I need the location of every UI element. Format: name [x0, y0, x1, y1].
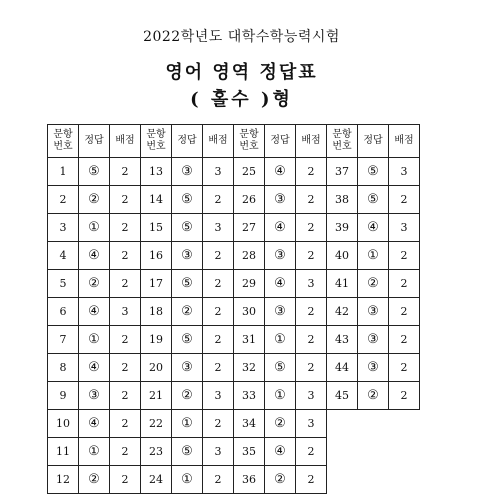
- points-cell: 2: [296, 158, 327, 186]
- points-cell: 3: [203, 382, 234, 410]
- question-number-cell: 26: [234, 186, 265, 214]
- column-header: 정답: [265, 125, 296, 158]
- exam-title: 2022학년도 대학수학능력시험: [143, 29, 340, 45]
- table-row: [48, 186, 420, 214]
- question-number-cell: 24: [141, 466, 172, 494]
- column-header: 배점: [203, 125, 234, 158]
- answer-cell: ④: [265, 270, 296, 298]
- points-cell: 2: [389, 326, 420, 354]
- points-cell: 2: [110, 242, 141, 270]
- question-number-cell: 42: [327, 298, 358, 326]
- question-number-cell: 7: [48, 326, 79, 354]
- question-number-cell: 29: [234, 270, 265, 298]
- question-number-cell: 44: [327, 354, 358, 382]
- points-cell: 3: [296, 382, 327, 410]
- question-number-cell: 22: [141, 410, 172, 438]
- column-header: 문항 번호: [141, 125, 172, 158]
- question-number-cell: 32: [234, 354, 265, 382]
- points-cell: 2: [203, 270, 234, 298]
- points-cell: 3: [296, 410, 327, 438]
- column-header: 정답: [79, 125, 110, 158]
- column-header: 배점: [389, 125, 420, 158]
- empty-cell: [327, 438, 358, 466]
- answer-cell: ②: [79, 186, 110, 214]
- answer-cell: ①: [172, 466, 203, 494]
- empty-cell: [327, 410, 358, 438]
- question-number-cell: 41: [327, 270, 358, 298]
- points-cell: 2: [203, 466, 234, 494]
- points-cell: 2: [296, 186, 327, 214]
- answer-cell: ②: [358, 382, 389, 410]
- answer-cell: ④: [265, 438, 296, 466]
- column-header: 정답: [358, 125, 389, 158]
- table-row: [48, 410, 420, 438]
- table-row: [48, 158, 420, 186]
- answer-cell: ①: [172, 410, 203, 438]
- table-row: [48, 438, 420, 466]
- question-number-cell: 15: [141, 214, 172, 242]
- question-number-cell: 34: [234, 410, 265, 438]
- points-cell: 2: [296, 298, 327, 326]
- question-number-cell: 25: [234, 158, 265, 186]
- points-cell: 3: [389, 214, 420, 242]
- question-number-cell: 40: [327, 242, 358, 270]
- table-row: [48, 326, 420, 354]
- answer-cell: ⑤: [172, 270, 203, 298]
- points-cell: 2: [389, 354, 420, 382]
- points-cell: 2: [389, 242, 420, 270]
- column-header: 배점: [110, 125, 141, 158]
- points-cell: 2: [110, 466, 141, 494]
- points-cell: 2: [296, 242, 327, 270]
- question-number-cell: 17: [141, 270, 172, 298]
- answer-cell: ③: [172, 354, 203, 382]
- answer-cell: ④: [265, 158, 296, 186]
- question-number-cell: 28: [234, 242, 265, 270]
- points-cell: 3: [203, 158, 234, 186]
- answer-cell: ④: [358, 214, 389, 242]
- answer-cell: ④: [265, 214, 296, 242]
- points-cell: 2: [110, 186, 141, 214]
- answer-cell: ②: [172, 298, 203, 326]
- question-number-cell: 13: [141, 158, 172, 186]
- answer-cell: ④: [79, 410, 110, 438]
- table-header-row: [48, 125, 420, 158]
- question-number-cell: 1: [48, 158, 79, 186]
- points-cell: 2: [296, 438, 327, 466]
- points-cell: 2: [389, 186, 420, 214]
- question-number-cell: 5: [48, 270, 79, 298]
- points-cell: 3: [389, 158, 420, 186]
- answer-cell: ③: [265, 186, 296, 214]
- points-cell: 2: [110, 326, 141, 354]
- table-row: [48, 466, 420, 494]
- question-number-cell: 38: [327, 186, 358, 214]
- answer-cell: ①: [79, 214, 110, 242]
- question-number-cell: 31: [234, 326, 265, 354]
- answer-cell: ②: [172, 382, 203, 410]
- answer-cell: ③: [172, 158, 203, 186]
- question-number-cell: 3: [48, 214, 79, 242]
- question-number-cell: 19: [141, 326, 172, 354]
- question-number-cell: 43: [327, 326, 358, 354]
- points-cell: 2: [110, 158, 141, 186]
- table-row: [48, 382, 420, 410]
- answer-cell: ③: [358, 354, 389, 382]
- points-cell: 3: [296, 270, 327, 298]
- points-cell: 3: [203, 214, 234, 242]
- question-number-cell: 37: [327, 158, 358, 186]
- points-cell: 2: [110, 214, 141, 242]
- answer-cell: ⑤: [358, 158, 389, 186]
- points-cell: 2: [203, 354, 234, 382]
- question-number-cell: 35: [234, 438, 265, 466]
- answer-cell: ⑤: [79, 158, 110, 186]
- form-type-subtitle: ( 홀수 )형: [190, 89, 293, 110]
- table-row: [48, 242, 420, 270]
- empty-cell: [358, 466, 389, 494]
- column-header: 정답: [172, 125, 203, 158]
- answer-cell: ⑤: [265, 354, 296, 382]
- answer-cell: ⑤: [172, 326, 203, 354]
- points-cell: 2: [110, 270, 141, 298]
- question-number-cell: 8: [48, 354, 79, 382]
- table-row: [48, 214, 420, 242]
- empty-cell: [358, 438, 389, 466]
- answer-cell: ①: [265, 382, 296, 410]
- answer-cell: ⑤: [172, 438, 203, 466]
- points-cell: 2: [389, 382, 420, 410]
- answer-cell: ②: [265, 466, 296, 494]
- points-cell: 2: [389, 270, 420, 298]
- answer-cell: ①: [265, 326, 296, 354]
- answer-cell: ③: [79, 382, 110, 410]
- points-cell: 2: [203, 298, 234, 326]
- points-cell: 2: [296, 214, 327, 242]
- empty-cell: [327, 466, 358, 494]
- answer-cell: ⑤: [172, 214, 203, 242]
- answer-cell: ③: [358, 326, 389, 354]
- points-cell: 2: [296, 354, 327, 382]
- answer-cell: ②: [79, 466, 110, 494]
- question-number-cell: 10: [48, 410, 79, 438]
- question-number-cell: 16: [141, 242, 172, 270]
- column-header: 문항 번호: [327, 125, 358, 158]
- question-number-cell: 27: [234, 214, 265, 242]
- question-number-cell: 20: [141, 354, 172, 382]
- answer-cell: ③: [265, 242, 296, 270]
- question-number-cell: 4: [48, 242, 79, 270]
- points-cell: 2: [203, 410, 234, 438]
- table-row: [48, 270, 420, 298]
- points-cell: 2: [389, 298, 420, 326]
- answer-key-table: [47, 124, 420, 494]
- points-cell: 2: [110, 438, 141, 466]
- answer-cell: ②: [358, 270, 389, 298]
- empty-cell: [358, 410, 389, 438]
- answer-cell: ④: [79, 242, 110, 270]
- answer-cell: ①: [79, 326, 110, 354]
- question-number-cell: 18: [141, 298, 172, 326]
- points-cell: 2: [203, 242, 234, 270]
- answer-cell: ⑤: [358, 186, 389, 214]
- empty-cell: [389, 438, 420, 466]
- question-number-cell: 11: [48, 438, 79, 466]
- answer-cell: ③: [358, 298, 389, 326]
- points-cell: 2: [296, 466, 327, 494]
- question-number-cell: 23: [141, 438, 172, 466]
- question-number-cell: 36: [234, 466, 265, 494]
- empty-cell: [389, 466, 420, 494]
- points-cell: 2: [203, 326, 234, 354]
- answer-cell: ⑤: [172, 186, 203, 214]
- answer-cell: ④: [79, 298, 110, 326]
- points-cell: 3: [110, 298, 141, 326]
- answer-cell: ①: [79, 438, 110, 466]
- table-row: [48, 354, 420, 382]
- answer-cell: ④: [79, 354, 110, 382]
- empty-cell: [389, 410, 420, 438]
- answer-cell: ③: [172, 242, 203, 270]
- points-cell: 2: [110, 382, 141, 410]
- question-number-cell: 39: [327, 214, 358, 242]
- column-header: 문항 번호: [48, 125, 79, 158]
- document-title: 영어 영역 정답표: [165, 62, 318, 83]
- points-cell: 3: [203, 438, 234, 466]
- column-header: 문항 번호: [234, 125, 265, 158]
- answer-cell: ③: [265, 298, 296, 326]
- question-number-cell: 30: [234, 298, 265, 326]
- answer-cell: ②: [265, 410, 296, 438]
- column-header: 배점: [296, 125, 327, 158]
- points-cell: 2: [110, 354, 141, 382]
- answer-cell: ①: [358, 242, 389, 270]
- table-row: [48, 298, 420, 326]
- question-number-cell: 21: [141, 382, 172, 410]
- question-number-cell: 12: [48, 466, 79, 494]
- question-number-cell: 33: [234, 382, 265, 410]
- points-cell: 2: [203, 186, 234, 214]
- answer-cell: ②: [79, 270, 110, 298]
- question-number-cell: 45: [327, 382, 358, 410]
- question-number-cell: 6: [48, 298, 79, 326]
- points-cell: 2: [110, 410, 141, 438]
- question-number-cell: 2: [48, 186, 79, 214]
- question-number-cell: 14: [141, 186, 172, 214]
- question-number-cell: 9: [48, 382, 79, 410]
- points-cell: 2: [296, 326, 327, 354]
